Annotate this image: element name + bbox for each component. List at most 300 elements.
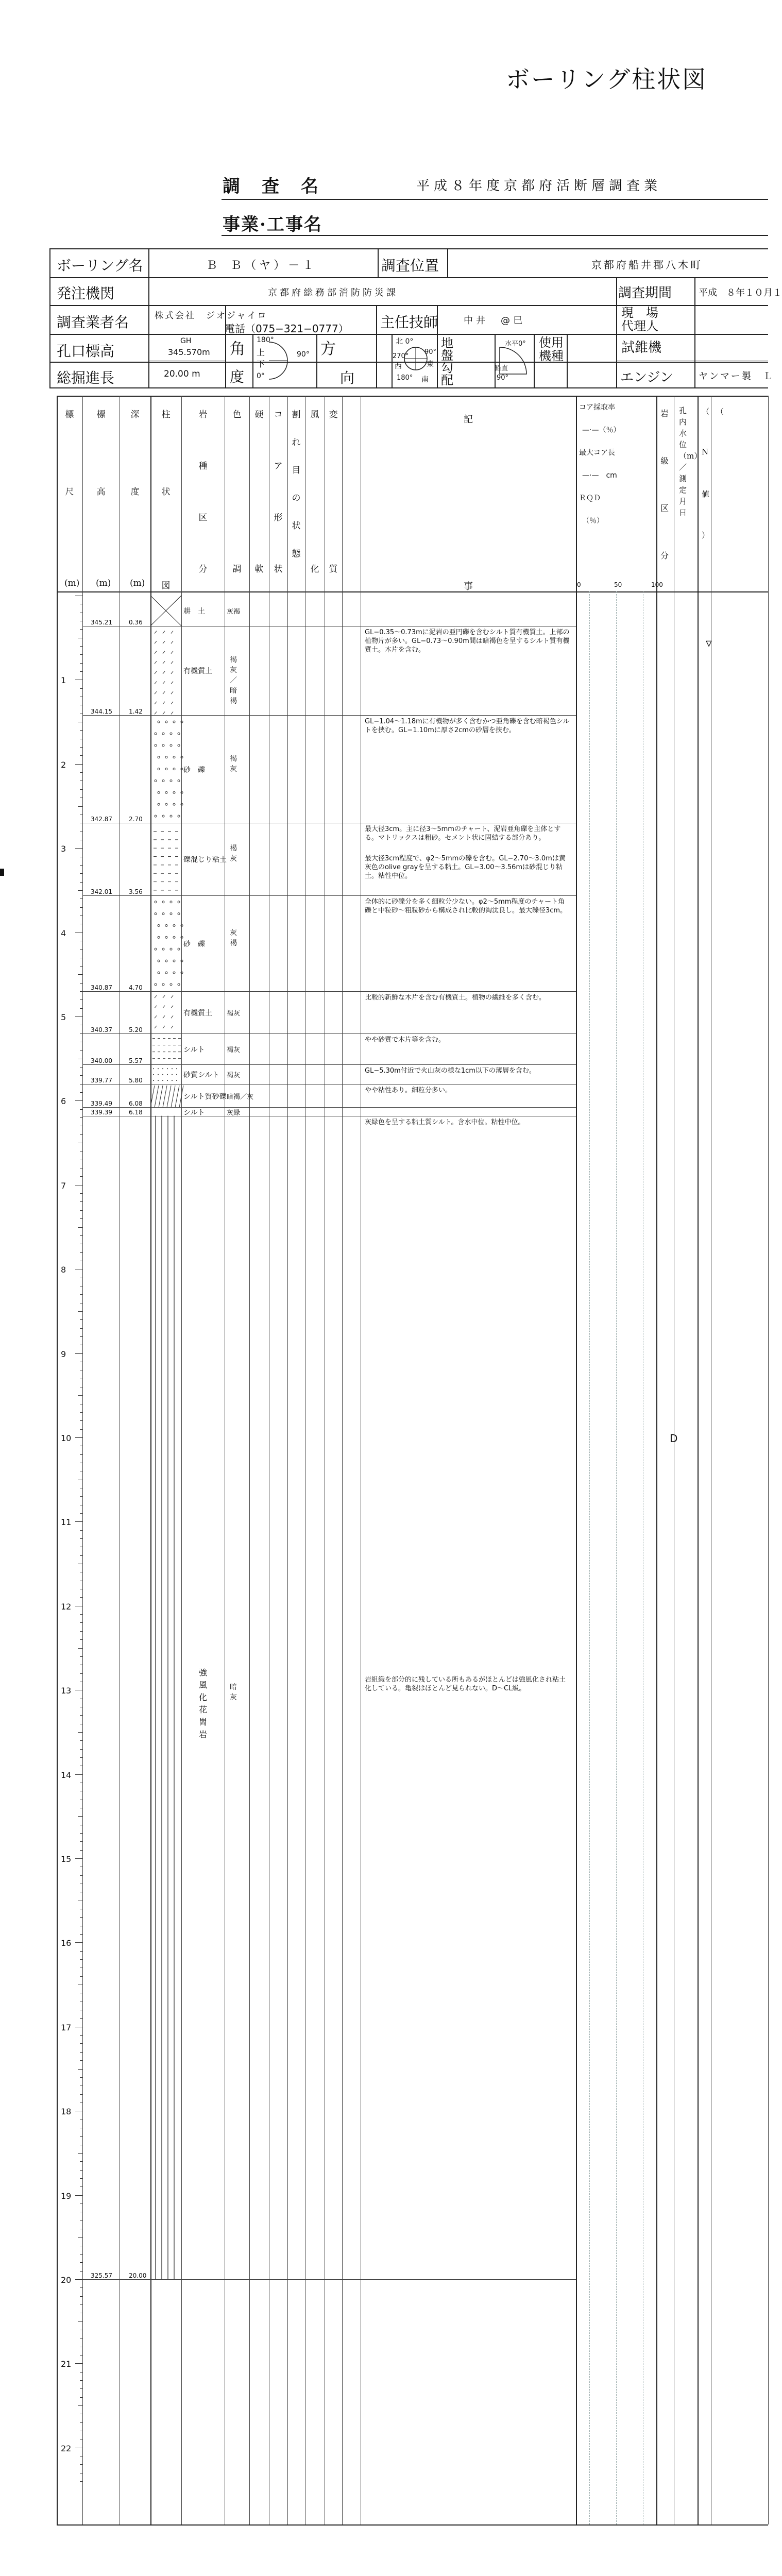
angle-down: 下 [257, 359, 265, 369]
column-pattern-mark [178, 948, 180, 950]
survey-name-value: 平成８年度京都府活断層調査業 [416, 178, 662, 194]
layer-color: 灰褐 [227, 608, 241, 616]
column-header-fracture: れ [292, 437, 301, 448]
survey-name-label: 調 査 名 [223, 176, 320, 197]
depth-tick [78, 2321, 82, 2322]
equipment-label: 使用 機種 [539, 335, 564, 363]
layer-depth: 5.20 [129, 1026, 143, 1033]
column-pattern-mark [163, 1006, 165, 1008]
contractor-value-1: 株式会社 ジオジャイロ [155, 311, 268, 321]
depth-tick [78, 1395, 82, 1396]
client-value: 京都府総務部消防防災課 [268, 287, 398, 298]
column-pattern-mark [150, 1086, 155, 1107]
column-pattern-mark [158, 925, 160, 927]
column-pattern-mark [172, 1080, 173, 1081]
depth-tick [80, 2422, 82, 2423]
depth-scale-label: 3 [61, 844, 66, 854]
depth-scale-label: 12 [61, 1601, 72, 1612]
depth-scale-label: 20 [61, 2275, 72, 2285]
layer-depth: 6.18 [129, 1108, 143, 1116]
depth-tick [80, 1917, 82, 1918]
total-length-label: 総掘進長 [57, 369, 115, 386]
depth-tick [80, 1429, 82, 1430]
depth-tick [75, 1100, 82, 1101]
column-pattern-mark [153, 1074, 154, 1075]
column-pattern-mark [155, 1015, 157, 1018]
depth-scale-label: 14 [61, 1770, 72, 1780]
depth-tick [80, 2035, 82, 2036]
depth-tick [80, 2094, 82, 2095]
depth-tick [80, 1622, 82, 1623]
layer-soil-type: 耕 土 [183, 607, 205, 616]
depth-tick [80, 1555, 82, 1556]
depth-tick [80, 1328, 82, 1329]
column-pattern-mark [159, 1086, 163, 1107]
depth-tick [80, 772, 82, 773]
column-pattern-mark [181, 768, 183, 770]
depth-tick [80, 1210, 82, 1211]
core-guide-line [616, 591, 617, 2524]
column-pattern-mark [173, 972, 175, 974]
column-header-n-value: N [702, 447, 709, 456]
column-header-soil: 区 [198, 513, 208, 523]
layer-soil-type: 砂質シルト [183, 1071, 219, 1079]
column-pattern-mark [170, 733, 172, 735]
column-pattern-mark [165, 936, 167, 938]
depth-tick [80, 1959, 82, 1960]
column-pattern-mark [167, 1080, 168, 1081]
depth-tick [78, 1227, 82, 1228]
layer-depth: 4.70 [129, 984, 143, 991]
column-header-fracture: 割 [292, 410, 301, 420]
column-pattern-mark [170, 779, 172, 782]
layer-soil-type: シルト [183, 1108, 205, 1117]
column-pattern-mark [165, 925, 167, 927]
column-pattern-mark [165, 756, 167, 758]
depth-tick [78, 1311, 82, 1312]
layer-depth: 0.36 [129, 618, 143, 626]
column-header-column: 柱 [161, 410, 171, 420]
depth-tick [80, 2060, 82, 2061]
depth-tick [80, 1631, 82, 1632]
column-pattern-mark [163, 1015, 165, 1018]
column-pattern-mark [170, 815, 172, 817]
margin-marker [0, 869, 4, 876]
client-label: 発注機関 [57, 285, 115, 302]
depth-tick [75, 2363, 82, 2364]
column-header-scale: 尺 [65, 487, 74, 497]
layer-description: 最大径3cm。主に径3〜5mmのチャート、泥岩亜角礫を主体とする。マトリックスは粗砂。セメント状に固結する部分あり。 [365, 825, 561, 842]
column-pattern-mark [163, 651, 165, 654]
depth-tick [80, 2271, 82, 2272]
column-pattern-mark [158, 768, 160, 770]
depth-tick [80, 688, 82, 689]
column-pattern-mark [171, 631, 173, 634]
column-header-fracture: 目 [292, 465, 301, 476]
depth-tick [75, 1016, 82, 1017]
angle-up: 上 [257, 348, 265, 358]
column-header-n-value: （ [702, 407, 710, 416]
column-pattern-mark [158, 721, 160, 723]
depth-tick [80, 654, 82, 655]
depth-tick [80, 999, 82, 1000]
dir-north: 北 0° [396, 337, 414, 346]
column-pattern-mark [158, 1068, 159, 1069]
layer-elevation: 344.15 [91, 708, 112, 716]
column-pattern-mark [176, 1068, 177, 1069]
column-pattern-mark [172, 1068, 173, 1069]
depth-tick [80, 2388, 82, 2389]
column-header-n-value: 値 [702, 489, 710, 499]
elevation-gh: GH [180, 337, 192, 345]
slope-dial-icon [497, 344, 528, 377]
depth-tick [80, 1875, 82, 1876]
depth-tick [80, 1252, 82, 1253]
column-pattern-mark [162, 733, 164, 735]
column-pattern-mark [173, 803, 175, 805]
depth-tick [80, 2304, 82, 2305]
depth-tick [80, 1218, 82, 1219]
layer-color: 褐灰 [227, 1046, 241, 1054]
core-scale-tick: 50 [614, 581, 622, 588]
column-pattern-mark [181, 791, 183, 793]
column-pattern-mark [153, 1068, 154, 1069]
depth-scale-label: 7 [61, 1180, 66, 1191]
depth-tick [80, 663, 82, 664]
column-header-core-form: ア [274, 461, 283, 471]
depth-scale-label: 16 [61, 1938, 72, 1948]
column-pattern-mark [176, 1080, 177, 1081]
column-pattern-mark [163, 671, 165, 674]
depth-tick [80, 1934, 82, 1935]
column-pattern-mark [155, 711, 157, 714]
column-pattern-mark [173, 756, 175, 758]
column-pattern-mark [181, 960, 183, 962]
column-header-scale: 標 [65, 410, 74, 420]
period-value: 平成 ８年１０月１ [699, 287, 782, 298]
column-pattern-mark [162, 1068, 163, 1069]
column-pattern-mark [158, 936, 160, 938]
dir-east: 東 [427, 360, 434, 368]
elevation-label: 孔口標高 [57, 343, 115, 360]
depth-scale-label: 18 [61, 2107, 72, 2117]
direction-label-1: 方 [320, 340, 336, 358]
dir-south: 南 [421, 376, 429, 384]
angle-180: 180° [257, 336, 274, 344]
depth-tick [75, 1437, 82, 1438]
depth-tick [80, 1976, 82, 1977]
depth-tick [80, 1530, 82, 1531]
depth-tick [75, 1858, 82, 1859]
depth-tick [80, 2043, 82, 2044]
layer-elevation: 339.39 [91, 1108, 112, 1116]
depth-scale-label: 1 [61, 675, 66, 686]
chief-engineer-label: 主任技師 [380, 314, 438, 331]
slope-vertical: 鉛直 [495, 365, 508, 372]
column-header-alteration: 質 [329, 564, 338, 574]
layer-soil-type: シルト [183, 1045, 205, 1054]
column-header-soil: 分 [198, 564, 208, 574]
page-title: ボーリング柱状図 [506, 65, 708, 93]
layer-depth: 20.00 [129, 2272, 147, 2279]
depth-scale-label: 6 [61, 1096, 66, 1107]
column-pattern-mark [155, 913, 157, 915]
column-pattern-mark [181, 925, 183, 927]
depth-tick [80, 2161, 82, 2162]
column-pattern-mark [153, 1080, 154, 1081]
depth-tick [80, 2178, 82, 2179]
depth-tick [80, 629, 82, 630]
depth-tick [80, 1319, 82, 1320]
column-pattern-mark [158, 791, 160, 793]
column-header-column: 状 [161, 487, 171, 497]
column-pattern-mark [155, 744, 157, 747]
column-header-color: 色 [232, 410, 242, 420]
layer-soil-type: 強風化花崗岩 [199, 1667, 208, 1739]
depth-tick [78, 2153, 82, 2154]
layer-elevation: 339.49 [91, 1100, 112, 1108]
column-pattern-mark [178, 901, 180, 903]
depth-tick [75, 1353, 82, 1354]
depth-scale-label: 8 [61, 1265, 66, 1275]
depth-tick [80, 873, 82, 874]
angle-0: 0° [257, 372, 265, 380]
layer-color: 暗灰 [230, 1683, 237, 1702]
column-pattern-mark [178, 733, 180, 735]
layer-soil-type: 有機質土 [183, 667, 212, 676]
depth-tick [80, 1656, 82, 1657]
column-header-depth: 度 [130, 487, 140, 497]
depth-tick [80, 1496, 82, 1497]
depth-tick [80, 747, 82, 748]
layer-color: 褐灰 [227, 1071, 241, 1079]
column-pattern-mark [155, 641, 157, 643]
period-label: 調査期間 [618, 285, 672, 301]
column-header-elevation: (m) [96, 578, 111, 588]
column-pattern-mark [155, 984, 157, 986]
column-header-depth: (m) [130, 578, 145, 588]
engine-label: エンジン [620, 370, 673, 385]
column-pattern-mark [181, 721, 183, 723]
column-header-scale: (m) [64, 578, 80, 588]
column-pattern-mark [173, 768, 175, 770]
depth-tick [80, 1715, 82, 1716]
layer-elevation: 325.57 [91, 2272, 112, 2279]
column-pattern-mark [165, 960, 167, 962]
column-header-rock-class: 区 [660, 503, 669, 513]
column-pattern-mark [165, 721, 167, 723]
column-pattern-mark [163, 631, 165, 634]
layer-elevation: 342.01 [91, 888, 112, 895]
column-pattern-mark [162, 1080, 163, 1081]
column-header-weathering: 風 [310, 410, 319, 420]
depth-tick [78, 974, 82, 975]
column-divider [57, 396, 58, 2524]
column-divider [576, 396, 577, 2524]
depth-tick [80, 1833, 82, 1834]
column-pattern-mark [181, 972, 183, 974]
column-pattern-mark [171, 711, 173, 714]
column-pattern-mark [171, 661, 173, 664]
depth-scale-label: 17 [61, 2022, 72, 2032]
layer-soil-type: シルト質砂礫 [183, 1092, 227, 1101]
column-pattern-mark [162, 948, 164, 950]
column-header-core-recovery: 最大コア長 [579, 449, 615, 457]
core-scale-tick: 0 [577, 581, 581, 588]
column-pattern-mark [171, 651, 173, 654]
column-pattern-mark [155, 733, 157, 735]
column-pattern-mark [173, 960, 175, 962]
column-pattern-mark [155, 779, 157, 782]
depth-tick [80, 730, 82, 731]
column-pattern-mark [155, 1086, 159, 1107]
depth-tick [75, 764, 82, 765]
depth-tick [80, 1008, 82, 1009]
depth-tick [75, 1774, 82, 1775]
column-pattern-mark [162, 1074, 163, 1075]
depth-tick [80, 1673, 82, 1674]
chief-engineer-value: 中井 @巳 [464, 315, 525, 326]
depth-tick [80, 2397, 82, 2398]
contractor-label: 調査業者名 [57, 314, 129, 331]
depth-tick [80, 882, 82, 883]
layer-color: 褐灰 [230, 754, 237, 773]
column-pattern-mark [171, 702, 173, 704]
column-header-hardness: 硬 [254, 410, 264, 420]
compass-dial-icon [402, 342, 430, 375]
column-pattern-mark [173, 936, 175, 938]
column-pattern-mark [170, 744, 172, 747]
layer-description: GL−1.04〜1.18mに有機物が多く含むかつ亜角礫を含む暗褐色シルトを挟む。GL−1.10mに厚さ2cmの砂層を挟む。 [365, 718, 570, 735]
slope-horizontal: 水平0° [505, 340, 526, 348]
column-pattern-mark [165, 768, 167, 770]
depth-tick [75, 848, 82, 849]
column-pattern-mark [158, 972, 160, 974]
column-pattern-mark [171, 1026, 173, 1028]
depth-scale-label: 15 [61, 1854, 72, 1864]
depth-scale-label: 10 [61, 1433, 72, 1443]
angle-dial-icon [264, 338, 300, 383]
layer-depth: 2.70 [129, 816, 143, 823]
column-header-description: 事 [464, 581, 473, 592]
column-pattern-mark [171, 682, 173, 684]
column-pattern-mark [176, 1074, 177, 1075]
engine-value: ヤンマー製 Ｌ [699, 371, 774, 382]
dir-west: 西 [395, 362, 402, 370]
project-name-label: 事業·工事名 [223, 214, 322, 235]
column-pattern-mark [155, 702, 157, 704]
column-pattern-mark [162, 744, 164, 747]
depth-scale-label: 19 [61, 2191, 72, 2201]
core-scale-tick: 100 [651, 581, 663, 588]
column-pattern-mark [155, 995, 157, 998]
column-pattern-mark [163, 1026, 165, 1028]
depth-tick [80, 2262, 82, 2263]
column-pattern-mark [155, 948, 157, 950]
column-header-column: 図 [161, 581, 171, 591]
column-pattern-mark [171, 1086, 175, 1107]
column-header-core-recovery: コア採取率 [579, 403, 615, 412]
column-header-core-form: 状 [274, 564, 283, 574]
layer-soil-type: 礫混じり粘土 [183, 856, 227, 865]
depth-tick [80, 1134, 82, 1135]
depth-tick [80, 1454, 82, 1455]
water-level-icon: ▽ [706, 636, 712, 649]
depth-tick [80, 1294, 82, 1295]
column-pattern-mark [165, 791, 167, 793]
layer-soil-type: 有機質土 [183, 1009, 212, 1018]
column-pattern-mark [173, 791, 175, 793]
column-header-description: 記 [464, 414, 473, 425]
column-pattern-mark [163, 711, 165, 714]
depth-tick [78, 2405, 82, 2406]
boring-name-value: Ｂ Ｂ（ヤ）－１ [206, 259, 317, 272]
column-pattern-mark [173, 721, 175, 723]
depth-tick [80, 646, 82, 647]
depth-tick [78, 2069, 82, 2070]
depth-tick [80, 1117, 82, 1118]
column-pattern-mark [155, 691, 157, 694]
column-pattern-mark [165, 803, 167, 805]
layer-description: 全体的に砂礫分を多く細粒分少ない。φ2〜5mm程度のチャート角礫と中粒砂〜粗粒砂から構成され比較的淘汰良し。最大礫径3cm。 [365, 897, 567, 914]
depth-tick [80, 671, 82, 672]
column-pattern-mark [162, 779, 164, 782]
column-header-fracture: 状 [292, 521, 301, 531]
depth-tick [80, 1951, 82, 1952]
column-pattern-mark [155, 1006, 157, 1008]
column-pattern-mark [163, 661, 165, 664]
rock-class-value: D [670, 1432, 678, 1445]
column-pattern-mark [163, 682, 165, 684]
depth-scale-label: 13 [61, 1686, 72, 1696]
depth-tick [80, 1597, 82, 1598]
layer-depth: 5.57 [129, 1057, 143, 1065]
depth-tick [80, 1092, 82, 1093]
column-header-core-recovery: —·—（％） [582, 426, 621, 434]
layer-color: 褐灰 [227, 1009, 241, 1018]
angle-90: 90° [297, 350, 310, 359]
layer-description: 灰緑色を呈する粘土質シルト。含水中位。粘性中位。 [365, 1118, 525, 1126]
depth-tick [78, 1648, 82, 1649]
column-pattern-mark [171, 1006, 173, 1008]
column-pattern-mark [171, 671, 173, 674]
column-pattern-mark [171, 995, 173, 998]
column-pattern-mark [162, 913, 164, 915]
depth-tick [80, 1176, 82, 1177]
depth-tick [80, 865, 82, 866]
depth-tick [80, 1841, 82, 1842]
depth-tick [80, 2077, 82, 2078]
column-pattern-mark [173, 925, 175, 927]
column-pattern-mark [163, 1086, 167, 1107]
column-pattern-mark [162, 815, 164, 817]
depth-tick [80, 2018, 82, 2019]
column-pattern-mark [181, 756, 183, 758]
depth-tick [80, 1513, 82, 1514]
layer-description: 最大径3cm程度で、φ2〜5mmの礫を含む。GL−2.70〜3.0mは黄灰色のolive grayを呈する粘土。GL−3.00〜3.56mは砂混じり粘土。粘性中位。 [365, 855, 566, 880]
layer-description: やや砂質で木片等を含む。 [365, 1036, 446, 1044]
total-length-value: 20.00 m [164, 369, 200, 379]
column-header-n-value: ） [702, 531, 710, 540]
depth-tick [75, 1942, 82, 1943]
slope-90: 90° [497, 374, 509, 382]
column-pattern-mark [165, 972, 167, 974]
column-pattern-mark [155, 651, 157, 654]
column-divider [656, 396, 657, 2524]
column-pattern-mark [178, 744, 180, 747]
column-pattern-mark [155, 901, 157, 903]
depth-tick [80, 966, 82, 967]
